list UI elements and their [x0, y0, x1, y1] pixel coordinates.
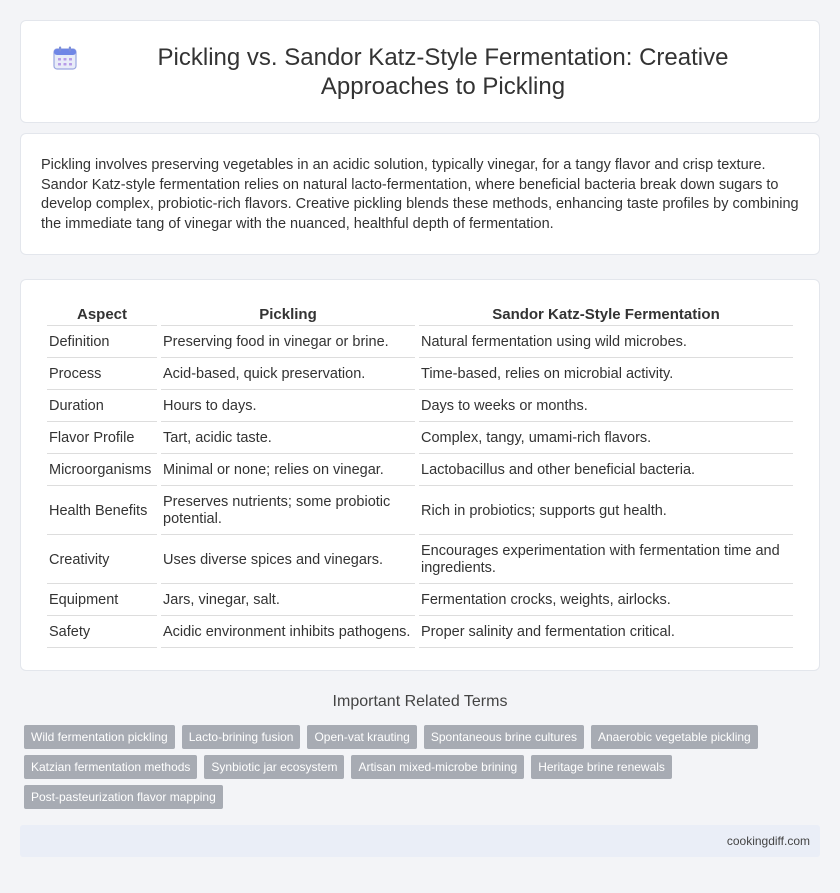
table-row: [47, 424, 793, 454]
row-fermentation: Proper salinity and fermentation critical.: [419, 618, 793, 648]
table-row: [47, 360, 793, 390]
row-aspect: Creativity: [47, 537, 157, 584]
related-tag[interactable]: Synbiotic jar ecosystem: [204, 755, 344, 779]
related-tag[interactable]: Anaerobic vegetable pickling: [591, 725, 758, 749]
row-fermentation: Days to weeks or months.: [419, 392, 793, 422]
related-tag[interactable]: Heritage brine renewals: [531, 755, 672, 779]
row-aspect: Safety: [47, 618, 157, 648]
row-fermentation: Natural fermentation using wild microbes.: [419, 328, 793, 358]
related-tag[interactable]: Post-pasteurization flavor mapping: [24, 785, 223, 809]
table-row: [47, 618, 793, 648]
row-pickling: Acidic environment inhibits pathogens.: [161, 618, 415, 648]
footer-site-link[interactable]: cookingdiff.com: [726, 834, 810, 848]
table-row: [47, 328, 793, 358]
footer: [20, 825, 820, 857]
row-aspect: Duration: [47, 392, 157, 422]
related-tag[interactable]: Spontaneous brine cultures: [424, 725, 584, 749]
row-aspect: Equipment: [47, 586, 157, 616]
table-row: [47, 586, 793, 616]
table-row: [47, 537, 793, 584]
header-aspect: Aspect: [47, 302, 157, 326]
header-card: [20, 20, 820, 123]
table-header-row: [47, 302, 793, 326]
row-pickling: Uses diverse spices and vinegars.: [161, 537, 415, 584]
row-fermentation: Fermentation crocks, weights, airlocks.: [419, 586, 793, 616]
intro-card: [20, 133, 820, 255]
related-tags: [0, 725, 840, 809]
page-title: Pickling vs. Sandor Katz-Style Fermentation: Creative Approaches to Pickling: [157, 43, 729, 100]
row-aspect: Definition: [47, 328, 157, 358]
row-pickling: Minimal or none; relies on vinegar.: [161, 456, 415, 486]
table-row: [47, 392, 793, 422]
row-pickling: Hours to days.: [161, 392, 415, 422]
table-row: [47, 488, 793, 535]
comparison-table: [43, 300, 797, 650]
related-terms-section: [0, 693, 840, 809]
row-aspect: Process: [47, 360, 157, 390]
row-pickling: Preserves nutrients; some probiotic potential.: [161, 488, 415, 535]
row-fermentation: Complex, tangy, umami-rich flavors.: [419, 424, 793, 454]
row-pickling: Tart, acidic taste.: [161, 424, 415, 454]
row-fermentation: Rich in probiotics; supports gut health.: [419, 488, 793, 535]
related-tag[interactable]: Artisan mixed-microbe brining: [351, 755, 524, 779]
related-tag[interactable]: Katzian fermentation methods: [24, 755, 197, 779]
row-fermentation: Encourages experimentation with fermentation time and ingredients.: [419, 537, 793, 584]
row-aspect: Flavor Profile: [47, 424, 157, 454]
row-fermentation: Lactobacillus and other beneficial bacteria.: [419, 456, 793, 486]
header-pickling: Pickling: [161, 302, 415, 326]
table-row: [47, 456, 793, 486]
row-aspect: Health Benefits: [47, 488, 157, 535]
related-tag[interactable]: Wild fermentation pickling: [24, 725, 175, 749]
row-pickling: Jars, vinegar, salt.: [161, 586, 415, 616]
comparison-table-card: [20, 279, 820, 671]
row-pickling: Acid-based, quick preservation.: [161, 360, 415, 390]
calendar-icon: [51, 44, 79, 72]
header-fermentation: Sandor Katz-Style Fermentation: [419, 302, 793, 326]
row-aspect: Microorganisms: [47, 456, 157, 486]
related-tag[interactable]: Open-vat krauting: [307, 725, 416, 749]
row-fermentation: Time-based, relies on microbial activity.: [419, 360, 793, 390]
row-pickling: Preserving food in vinegar or brine.: [161, 328, 415, 358]
intro-text: Pickling involves preserving vegetables in an acidic solution, typically vinegar, for a tangy flavor and crisp texture. Sandor Katz-style fermentation relies on natural lacto-fermentation, where beneficial bacteria break down sugars to develop complex, probiotic-rich flavors. Creative pickling blends these methods, enhancing taste profiles by combining the immediate tang of vinegar with the nuanced, healthful depth of fermentation.: [41, 157, 799, 232]
related-terms-title: Important Related Terms: [332, 693, 508, 710]
related-tag[interactable]: Lacto-brining fusion: [182, 725, 301, 749]
